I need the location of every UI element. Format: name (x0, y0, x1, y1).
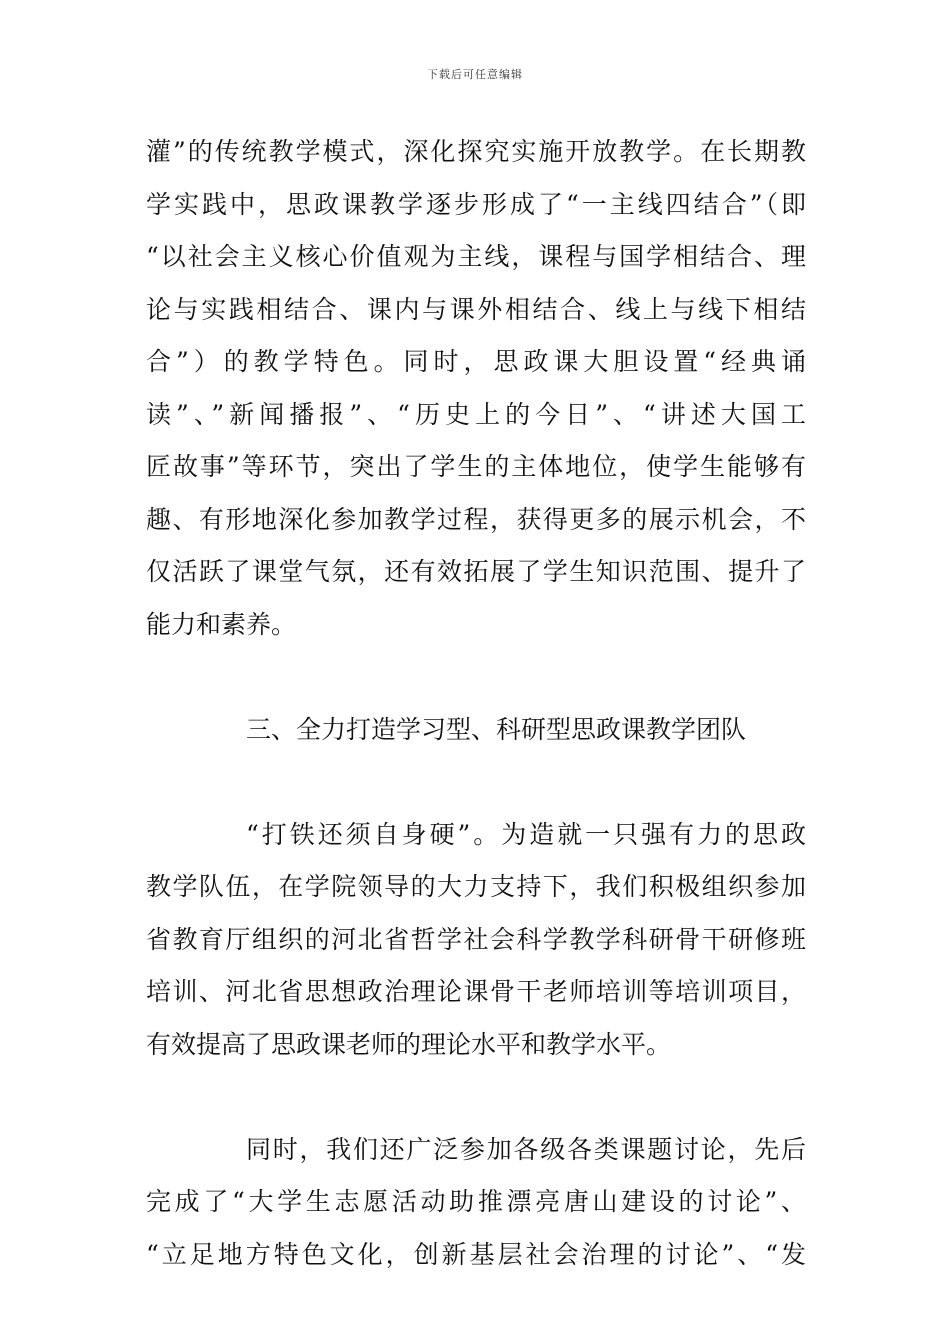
paragraph-line: “以社会主义核心价值观为主线，课程与国学相结合、理 (146, 242, 806, 271)
paragraph-research-projects (146, 1124, 806, 1282)
paragraph-spacer (146, 756, 806, 809)
paragraph-spacer (146, 651, 806, 704)
paragraph-line: “打铁还须自身硬”。为造就一只强有力的思政 (246, 819, 806, 849)
paragraph-line: 仅活跃了课堂气氛，还有效拓展了学生知识范围、提升了 (146, 557, 806, 586)
paragraph-line: 灌”的传统教学模式，深化探究实施开放教学。在长期教 (146, 137, 806, 166)
paragraph-line: 趣、有形地深化参加教学过程，获得更多的展示机会，不 (146, 504, 806, 534)
paragraph-line: 同时，我们还广泛参加各级各类课题讨论，先后 (246, 1134, 806, 1164)
paragraph-line: 学实践中，思政课教学逐步形成了“一主线四结合”（即 (146, 189, 806, 219)
paragraph-line: 完成了“大学生志愿活动助推漂亮唐山建设的讨论”、 (146, 1187, 806, 1216)
paragraph-team-training (146, 809, 806, 1072)
document-body (146, 126, 806, 1281)
section-heading: 三、全力打造学习型、科研型思政课教学团队 (246, 714, 747, 744)
paragraph-spacer (146, 1071, 806, 1124)
paragraph-line: 有效提高了思政课老师的理论水平和教学水平。 (146, 1029, 672, 1059)
paragraph-line: 合”）的教学特色。同时，思政课大胆设置“经典诵 (146, 347, 806, 376)
paragraph-line: 教学队伍，在学院领导的大力支持下，我们积极组织参加 (146, 872, 806, 901)
paragraph-line: “立足地方特色文化，创新基层社会治理的讨论”、“发 (146, 1239, 806, 1269)
paragraph-line: 读”、”新闻播报”、“历史上的今日”、“讲述大国工 (146, 399, 806, 429)
paragraph-line: 匠故事”等环节，突出了学生的主体地位，使学生能够有 (146, 452, 806, 481)
paragraph-teaching-mode (146, 126, 806, 651)
paragraph-line: 论与实践相结合、课内与课外相结合、线上与线下相结 (146, 294, 806, 324)
paragraph-line: 能力和素养。 (146, 609, 297, 639)
page-header-note: 下载后可任意编辑 (427, 68, 523, 81)
paragraph-line: 省教育厅组织的河北省哲学社会科学教学科研骨干研修班 (146, 924, 806, 954)
paragraph-line: 培训、河北省思想政治理论课骨干老师培训等培训项目， (146, 977, 806, 1006)
